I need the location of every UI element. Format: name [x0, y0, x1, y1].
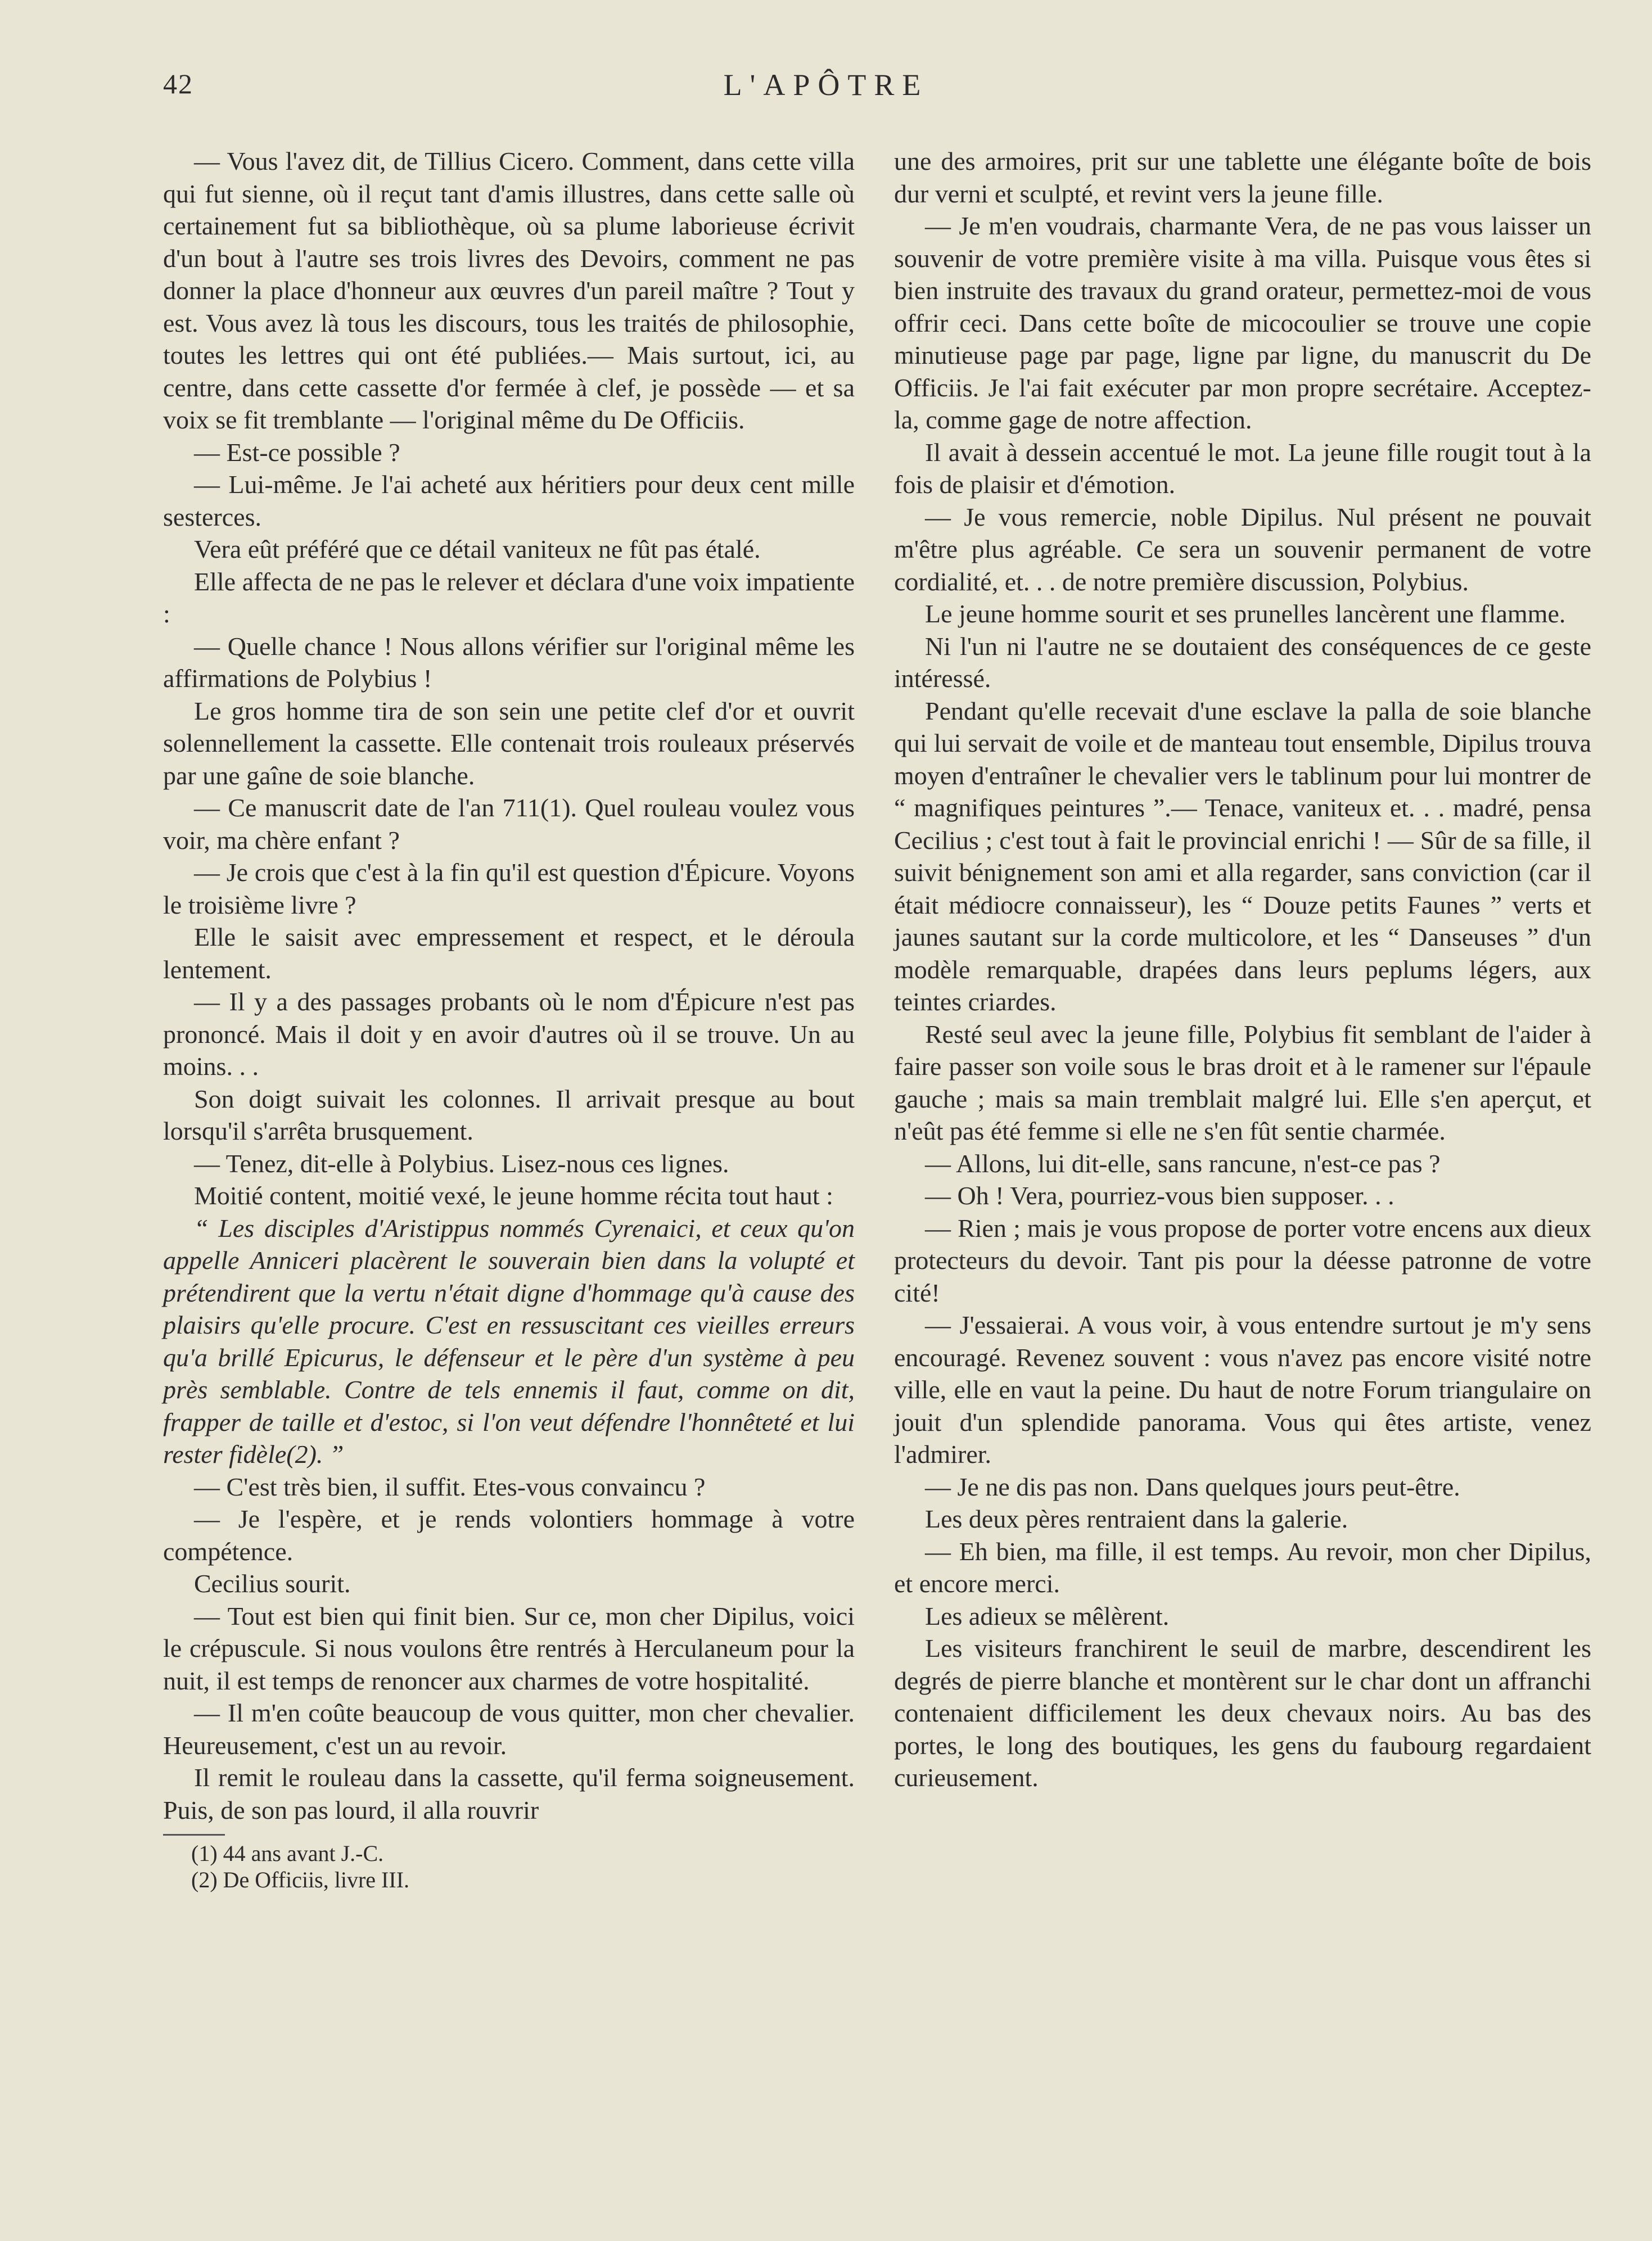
paragraph: — J'essaierai. A vous voir, à vous entendre surtout je m'y sens encouragé. Revenez souvent : vous n'avez pas encore visité notre ville, elle en vaut la peine. Du haut de notre Forum triangulaire on jouit d'un splendide panorama. Vous qui êtes artiste, venez l'admirer.	[894, 1311, 1591, 1469]
paragraph: — Je ne dis pas non. Dans quelques jours peut-être.	[925, 1472, 1460, 1501]
paragraph: — Tout est bien qui finit bien. Sur ce, mon cher Dipilus, voici le crépuscule. Si nous voulons être rentrés à Herculaneum pour la nuit, il est temps de renoncer aux charmes de votre hospitalité.	[163, 1601, 855, 1695]
paragraph: Le jeune homme sourit et ses prunelles lancèrent une flamme.	[925, 599, 1566, 628]
paragraph: — Il y a des passages probants où le nom d'Épicure n'est pas prononcé. Mais il doit y en avoir d'autres où il se trouve. Un au moins. . .	[163, 987, 855, 1081]
paragraph: Son doigt suivait les colonnes. Il arrivait presque au bout lorsqu'il s'arrêta brusquement.	[163, 1084, 855, 1145]
paragraph: Cecilius sourit.	[194, 1569, 351, 1598]
page-number: 42	[163, 68, 193, 100]
paragraph: Il avait à dessein accentué le mot. La jeune fille rougit tout à la fois de plaisir et d'émotion.	[894, 437, 1591, 499]
paragraph: Moitié content, moitié vexé, le jeune homme récita tout haut :	[194, 1181, 833, 1210]
paragraph: — Je l'espère, et je rends volontiers hommage à votre compétence.	[163, 1504, 855, 1566]
paragraph: — Tenez, dit-elle à Polybius. Lisez-nous ces lignes.	[194, 1149, 729, 1178]
paragraph: Les deux pères rentraient dans la galerie.	[925, 1504, 1348, 1533]
paragraph: Vera eût préféré que ce détail vaniteux ne fût pas étalé.	[194, 535, 761, 563]
paragraph: Les visiteurs franchirent le seuil de marbre, descendirent les degrés de pierre blanche et montèrent sur le char dont un affranchi contenaient difficilement les deux chevaux noirs. Au bas des portes, le long des boutiques, les gens du faubourg regardaient curieusement.	[894, 1634, 1591, 1792]
paragraph: Ni l'un ni l'autre ne se doutaient des conséquences de ce geste intéressé.	[894, 631, 1591, 693]
paragraph: — Quelle chance ! Nous allons vérifier sur l'original même les affirmations de Polybius !	[163, 631, 855, 693]
paragraph: — Eh bien, ma fille, il est temps. Au revoir, mon cher Dipilus, et encore merci.	[894, 1537, 1591, 1598]
paragraph: Elle affecta de ne pas le relever et déclara d'une voix impatiente :	[163, 567, 855, 628]
paragraph: Il remit le rouleau dans la cassette, qu'il ferma soigneusement. Puis, de son pas lourd, il alla rouvrir	[163, 1763, 855, 1824]
page-header	[163, 67, 1489, 112]
paragraph: — Il m'en coûte beaucoup de vous quitter, mon cher chevalier. Heureusement, c'est un au revoir.	[163, 1698, 855, 1760]
running-title: L'APÔTRE	[723, 68, 929, 102]
paragraph: Elle le saisit avec empressement et respect, et le déroula lentement.	[163, 923, 855, 984]
paragraph: — C'est très bien, il suffit. Etes-vous convaincu ?	[194, 1472, 706, 1501]
left-column	[163, 145, 855, 1893]
paragraph: — Ce manuscrit date de l'an 711(1). Quel rouleau voulez vous voir, ma chère enfant ?	[163, 793, 855, 855]
paragraph: Le gros homme tira de son sein une petite clef d'or et ouvrit solennellement la cassette. Elle contenait trois rouleaux préservés par une gaîne de soie blanche.	[163, 696, 855, 790]
paragraph: — Oh ! Vera, pourriez-vous bien supposer. . .	[925, 1181, 1394, 1210]
paragraph: — Est-ce possible ?	[194, 437, 400, 467]
footnote-divider	[163, 1834, 225, 1836]
footnote: (1) 44 ans avant J.-C.	[191, 1841, 384, 1866]
quoted-passage: “ Les disciples d'Aristippus nommés Cyrenaici, et ceux qu'on appelle Anniceri placèrent le souverain bien dans la volupté et prétendirent que la vertu n'était digne d'hommage qu'à cause des plaisirs qu'elle procure. C'est en ressuscitant ces vieilles erreurs qu'a brillé Epicurus, le défenseur et le père d'un système à peu près semblable. Contre de tels ennemis il faut, comme on dit, frapper de taille et d'estoc, si l'on veut défendre l'honnêteté et lui rester fidèle(2). ”	[163, 1213, 855, 1469]
paragraph: — Allons, lui dit-elle, sans rancune, n'est-ce pas ?	[925, 1149, 1441, 1178]
paragraph: — Rien ; mais je vous propose de porter votre encens aux dieux protecteurs du devoir. Tant pis pour la déesse patronne de votre cité!	[894, 1213, 1591, 1307]
right-column	[894, 145, 1591, 1794]
paragraph: Resté seul avec la jeune fille, Polybius fit semblant de l'aider à faire passer son voile sous le bras droit et à le ramener sur l'épaule gauche ; mais sa main tremblait malgré lui. Elle s'en aperçut, et n'eût pas été femme si elle ne s'en fût sentie charmée.	[894, 1019, 1591, 1145]
paragraph: — Lui-même. Je l'ai acheté aux héritiers pour deux cent mille sesterces.	[163, 470, 855, 531]
paragraph: — Vous l'avez dit, de Tillius Cicero. Comment, dans cette villa qui fut sienne, où il reçut tant d'amis illustres, dans cette salle où certainement fut sa bibliothèque, où sa plume laborieuse écrivit d'un bout à l'autre ses trois livres des Devoirs, comment ne pas donner la place d'honneur aux œuvres d'un pareil maître ? Tout y est. Vous avez là tous les discours, tous les traités de philosophie, toutes les lettres qui ont été publiées.— Mais surtout, ici, au centre, dans cette cassette d'or fermée à clef, je possède — et sa voix se fit tremblante — l'original même du De Officiis.	[163, 147, 855, 434]
footnote: (2) De Officiis, livre III.	[191, 1867, 410, 1892]
paragraph: — Je vous remercie, noble Dipilus. Nul présent ne pouvait m'être plus agréable. Ce sera un souvenir permanent de votre cordialité, et. . . de notre première discussion, Polybius.	[894, 502, 1591, 596]
paragraph: une des armoires, prit sur une tablette une élégante boîte de bois dur verni et sculpté, et revint vers la jeune fille.	[894, 147, 1591, 208]
paragraph: — Je m'en voudrais, charmante Vera, de ne pas vous laisser un souvenir de votre première visite à ma villa. Puisque vous êtes si bien instruite des travaux du grand orateur, permettez-moi de vous offrir ceci. Dans cette boîte de micocoulier se trouve une copie minutieuse page par page, ligne par ligne, du manuscrit du De Officiis. Je l'ai fait exécuter par mon propre secrétaire. Acceptez-la, comme gage de notre affection.	[894, 211, 1591, 434]
paragraph: Les adieux se mêlèrent.	[925, 1601, 1170, 1630]
paragraph: — Je crois que c'est à la fin qu'il est question d'Épicure. Voyons le troisième livre ?	[163, 858, 855, 919]
paragraph: Pendant qu'elle recevait d'une esclave la palla de soie blanche qui lui servait de voile et de manteau tout ensemble, Dipilus trouva moyen d'entraîner le chevalier vers le tablinum pour lui montrer de “ magnifiques peintures ”.— Tenace, vaniteux et. . . madré, pensa Cecilius ; c'est tout à fait le provincial enrichi ! — Sûr de sa fille, il suivit bénignement son ami et alla regarder, sans conviction (car il était médiocre connaisseur), les “ Douze petits Faunes ” verts et jaunes sautant sur la corde multicolore, et les “ Danseuses ” d'un modèle remarquable, drapées dans leurs peplums légers, aux teintes criardes.	[894, 696, 1591, 1016]
